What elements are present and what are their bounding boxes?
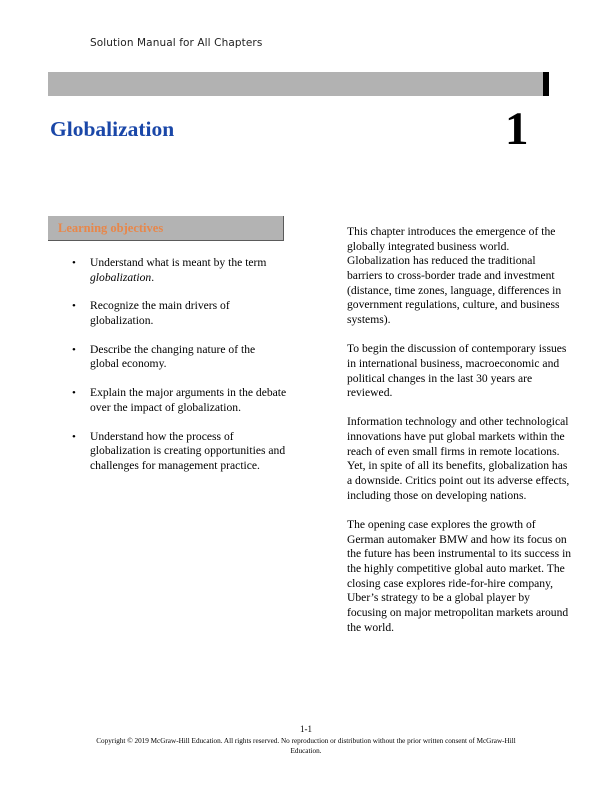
intro-paragraph: To begin the discussion of contemporary issues in international business, macroeconomic and political changes in the last 30 years are reviewed.: [347, 342, 567, 400]
bullet-icon: •: [72, 430, 76, 443]
list-item: [72, 430, 287, 474]
chapter-introduction: [347, 225, 572, 650]
objective-text: Understand how the process of globalization is creating opportunities and challenges for management practice.: [90, 429, 286, 472]
page-number: 1-1: [300, 724, 312, 734]
learning-objectives-list: [72, 256, 287, 487]
objective-emphasis: globalization: [90, 270, 152, 284]
list-item: [72, 386, 287, 415]
intro-paragraph: The opening case explores the growth of German automaker BMW and how its focus on the future has been instrumental to its success in the highly competitive global auto market. The closing case explores ride-for-hire company, Uber’s strategy to be a global player by focusing on major metropolitan markets around the world.: [347, 517, 572, 634]
list-item: [72, 256, 287, 285]
intro-paragraph: This chapter introduces the emergence of the globally integrated business world. Globalization has reduced the traditional barriers to cross-border trade and investment (distance, time zones, language, differences in government regulations, culture, and business systems).: [347, 225, 562, 326]
intro-paragraph: Information technology and other technological innovations have put global markets within the reach of even small firms in remote locations. Yet, in spite of all its benefits, globalization has a downside. Critics point out its adverse effects, including those on developing nations.: [347, 415, 570, 502]
copyright-notice: Copyright © 2019 McGraw-Hill Education. All rights reserved. No reproduction or distribution without the prior written consent of McGraw-Hill Education.: [96, 737, 516, 755]
chapter-number: 1: [505, 103, 529, 155]
bullet-icon: •: [72, 387, 76, 400]
chapter-banner: [48, 72, 543, 96]
objective-text: Recognize the main drivers of globalization.: [90, 299, 230, 327]
objective-text: [90, 256, 266, 284]
running-head: Solution Manual for All Chapters: [90, 37, 263, 49]
objective-suffix: .: [151, 270, 155, 284]
bullet-icon: •: [72, 257, 76, 269]
chapter-banner-mark: [543, 72, 549, 96]
chapter-title: Globalization: [50, 117, 175, 141]
objective-text: Describe the changing nature of the global economy.: [90, 342, 256, 371]
list-item: [72, 299, 287, 328]
bullet-icon: •: [72, 300, 76, 313]
list-item: [72, 343, 287, 372]
learning-objectives-box: [48, 216, 284, 241]
learning-objectives-heading: Learning objectives: [58, 221, 164, 235]
objective-text-main: Understand what is meant by the term: [90, 256, 267, 269]
bullet-icon: •: [72, 343, 76, 356]
objective-text: Explain the major arguments in the debate over the impact of globalization.: [90, 386, 287, 414]
